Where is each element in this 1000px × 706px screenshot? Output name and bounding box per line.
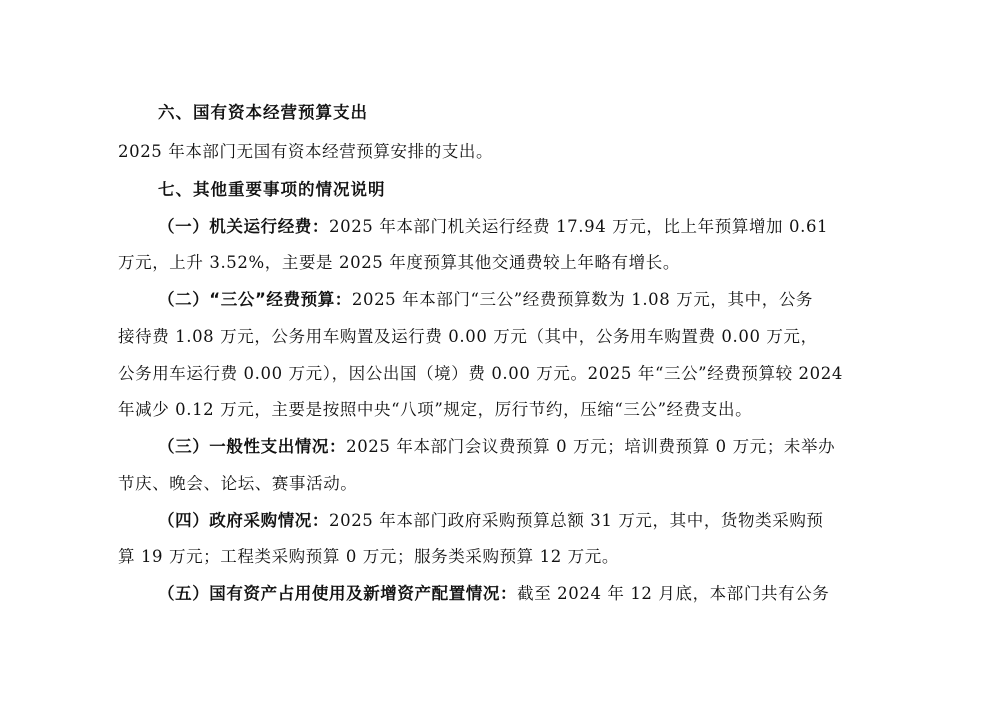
item-4-line-2: 算 19 万元；工程类采购预算 0 万元；服务类采购预算 12 万元。 <box>118 547 619 566</box>
item-5-text: 截至 2024 年 12 月底，本部门共有公务 <box>517 584 830 603</box>
item-1-line-1 <box>158 216 878 238</box>
item-3-line-2: 节庆、晚会、论坛、赛事活动。 <box>118 474 358 493</box>
item-2-line-4: 年减少 0.12 万元，主要是按照中央“八项”规定，厉行节约，压缩“三公”经费支出。 <box>118 400 753 419</box>
item-4-text: 2025 年本部门政府采购预算总额 31 万元，其中，货物类采购预 <box>329 511 824 530</box>
item-3-text: 2025 年本部门会议费预算 0 万元；培训费预算 0 万元；未举办 <box>346 437 836 456</box>
item-4-label: （四）政府采购情况： <box>158 511 329 530</box>
item-3-line-1 <box>158 436 878 458</box>
item-2-line-2: 接待费 1.08 万元，公务用车购置及运行费 0.00 万元（其中，公务用车购置费 0.00 万元， <box>118 327 818 346</box>
section-heading-7: 七、其他重要事项的情况说明 <box>158 180 386 199</box>
item-1-label: （一）机关运行经费： <box>158 217 329 236</box>
item-1-text: 2025 年本部门机关运行经费 17.94 万元，比上年预算增加 0.61 <box>329 217 829 236</box>
item-1-line-2: 万元，上升 3.52%，主要是 2025 年度预算其他交通费较上年略有增长。 <box>118 253 680 272</box>
item-2-text: 2025 年本部门“三公”经费预算数为 1.08 万元，其中，公务 <box>351 290 814 309</box>
item-5-label: （五）国有资产占用使用及新增资产配置情况： <box>158 584 518 603</box>
section-6-text: 2025 年本部门无国有资本经营预算安排的支出。 <box>118 142 494 161</box>
item-5-line-1 <box>158 583 878 605</box>
item-2-label: （二）“三公”经费预算： <box>158 290 352 309</box>
item-4-line-1 <box>158 510 878 532</box>
item-2-line-3: 公务用车运行费 0.00 万元），因公出国（境）费 0.00 万元。2025 年“三公”经费预算较 2024 <box>118 364 843 383</box>
item-3-label: （三）一般性支出情况： <box>158 437 347 456</box>
section-heading-6: 六、国有资本经营预算支出 <box>158 103 368 122</box>
item-2-line-1 <box>158 289 878 311</box>
